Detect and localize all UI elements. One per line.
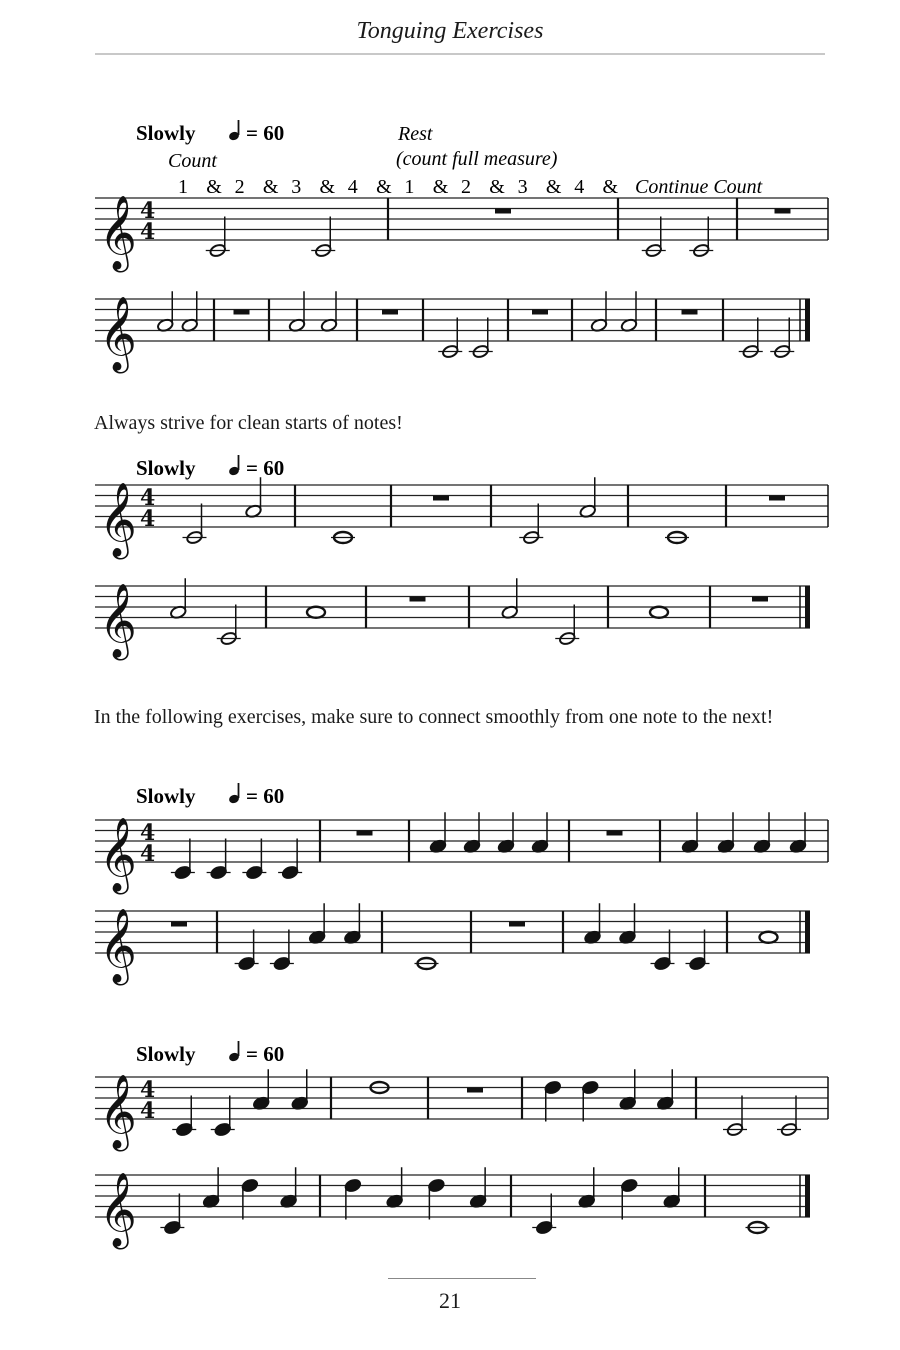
count-item: 2 bbox=[234, 176, 245, 198]
staff-system-8 bbox=[95, 1167, 810, 1250]
rest-label: Rest bbox=[398, 123, 433, 145]
treble-clef-icon: 𝄞 bbox=[99, 297, 137, 371]
quarter-note bbox=[214, 1122, 232, 1137]
quarter-note bbox=[654, 956, 672, 971]
whole-note bbox=[760, 932, 778, 943]
quarter-note bbox=[281, 865, 299, 880]
quarter-note bbox=[175, 1122, 193, 1137]
whole-rest bbox=[357, 831, 373, 836]
whole-rest bbox=[682, 310, 698, 315]
count-item: 3 bbox=[291, 176, 302, 198]
quarter-note bbox=[544, 1080, 562, 1095]
quarter-note bbox=[241, 1178, 259, 1193]
staff-system-1 bbox=[95, 196, 828, 273]
instruction-text-1: Always strive for clean starts of notes! bbox=[94, 412, 403, 434]
count-item: 3 bbox=[517, 176, 528, 198]
quarter-note bbox=[428, 1178, 446, 1193]
count-item: & bbox=[432, 176, 449, 198]
tempo-label: Slowly bbox=[136, 784, 196, 808]
staff-system-4 bbox=[95, 578, 810, 661]
staff-system-2 bbox=[95, 291, 810, 374]
count-item: & bbox=[319, 176, 336, 198]
staff-system-3 bbox=[95, 477, 828, 560]
whole-rest bbox=[171, 922, 187, 927]
final-barline bbox=[805, 299, 810, 341]
tempo-value: = 60 bbox=[246, 456, 285, 480]
whole-note bbox=[307, 607, 325, 618]
count-label: Count bbox=[168, 150, 217, 172]
whole-rest bbox=[410, 597, 426, 602]
time-signature-top: 4 bbox=[140, 198, 156, 224]
tempo-marking-1 bbox=[136, 120, 284, 145]
time-signature-top: 4 bbox=[140, 485, 156, 511]
count-item: & bbox=[206, 176, 222, 198]
time-signature-bottom: 4 bbox=[140, 1098, 156, 1124]
count-item: 4 bbox=[574, 176, 585, 198]
tempo-marking-4 bbox=[136, 1041, 284, 1066]
whole-rest bbox=[532, 310, 548, 315]
quarter-note bbox=[246, 865, 264, 880]
tempo-label: Slowly bbox=[136, 456, 196, 480]
count-item: 4 bbox=[347, 176, 358, 198]
time-signature-bottom: 4 bbox=[140, 219, 156, 245]
time-signature-bottom: 4 bbox=[140, 841, 156, 867]
count-item: 2 bbox=[461, 176, 471, 198]
whole-rest bbox=[467, 1088, 483, 1093]
whole-note bbox=[650, 607, 668, 618]
tempo-value: = 60 bbox=[246, 1042, 285, 1066]
page-header: Tonguing Exercises bbox=[356, 18, 544, 44]
staff-system-5 bbox=[95, 812, 828, 895]
quarter-note bbox=[210, 865, 228, 880]
tempo-label: Slowly bbox=[136, 121, 196, 145]
quarter-note bbox=[164, 1220, 182, 1235]
staff-system-7 bbox=[95, 1069, 828, 1152]
whole-rest bbox=[234, 310, 250, 315]
whole-rest bbox=[382, 310, 398, 315]
count-item: 1 bbox=[178, 176, 188, 198]
count-item: & bbox=[489, 176, 505, 198]
quarter-note bbox=[238, 956, 256, 971]
count-numbers bbox=[178, 176, 619, 198]
tempo-marking-2 bbox=[136, 455, 284, 480]
treble-clef-icon: 𝄞 bbox=[99, 483, 137, 557]
whole-rest bbox=[607, 831, 623, 836]
treble-clef-icon: 𝄞 bbox=[99, 584, 137, 658]
whole-rest bbox=[509, 922, 525, 927]
treble-clef-icon: 𝄞 bbox=[99, 818, 137, 892]
time-signature-bottom: 4 bbox=[140, 506, 156, 532]
quarter-note bbox=[344, 1178, 362, 1193]
count-item: 1 bbox=[404, 176, 415, 198]
time-signature-top: 4 bbox=[140, 820, 156, 846]
quarter-note bbox=[273, 956, 291, 971]
tempo-value: = 60 bbox=[246, 121, 285, 145]
whole-rest bbox=[775, 209, 791, 214]
tempo-label: Slowly bbox=[136, 1042, 196, 1066]
final-barline bbox=[805, 586, 810, 628]
instruction-text-2: In the following exercises, make sure to connect smoothly from one note to the next! bbox=[94, 706, 774, 728]
page-number: 21 bbox=[439, 1288, 461, 1313]
tempo-value: = 60 bbox=[246, 784, 285, 808]
tempo-marking-3 bbox=[136, 783, 284, 808]
treble-clef-icon: 𝄞 bbox=[99, 1173, 137, 1247]
treble-clef-icon: 𝄞 bbox=[99, 196, 137, 270]
count-item: & bbox=[376, 176, 392, 198]
count-item: & bbox=[602, 176, 619, 198]
staff-system-6 bbox=[95, 903, 810, 986]
count-item: & bbox=[545, 176, 562, 198]
quarter-note bbox=[689, 956, 707, 971]
quarter-note bbox=[581, 1080, 599, 1095]
count-item: & bbox=[262, 176, 279, 198]
quarter-note bbox=[174, 865, 192, 880]
treble-clef-icon: 𝄞 bbox=[99, 909, 137, 983]
time-signature-top: 4 bbox=[140, 1077, 156, 1103]
whole-rest bbox=[433, 496, 449, 501]
quarter-note bbox=[620, 1178, 638, 1193]
continue-count-label: Continue Count bbox=[635, 176, 763, 198]
rest-note: (count full measure) bbox=[396, 148, 558, 170]
whole-rest bbox=[769, 496, 785, 501]
final-barline bbox=[805, 911, 810, 953]
whole-rest bbox=[495, 209, 511, 214]
quarter-note bbox=[535, 1220, 553, 1235]
footer-rule bbox=[388, 1278, 536, 1279]
treble-clef-icon: 𝄞 bbox=[99, 1075, 137, 1149]
final-barline bbox=[805, 1175, 810, 1217]
whole-rest bbox=[752, 597, 768, 602]
